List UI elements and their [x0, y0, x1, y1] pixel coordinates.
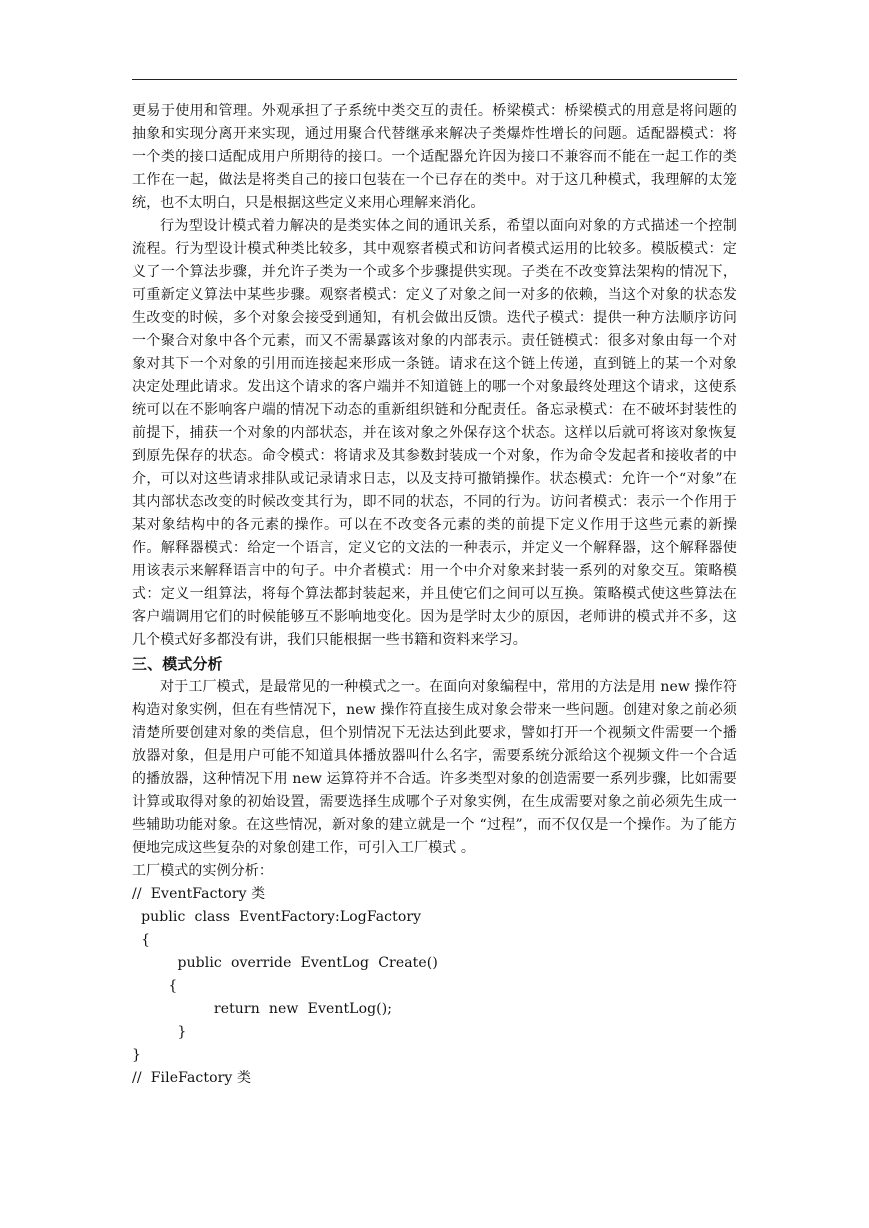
- code-block: [132, 883, 737, 1090]
- section-heading: 三、模式分析: [132, 655, 223, 673]
- code-line: public override EventLog Create(): [132, 955, 438, 971]
- code-line: }: [132, 1024, 187, 1040]
- code-line: }: [132, 1047, 142, 1063]
- header-rule: [132, 79, 737, 80]
- code-line: return new EventLog();: [132, 1001, 393, 1017]
- code-line: public class EventFactory:LogFactory: [132, 909, 422, 925]
- code-line: {: [132, 932, 151, 948]
- paragraph-behavioral-patterns: 行为型设计模式着力解决的是类实体之间的通讯关系，希望以面向对象的方式描述一个控制流程。行为型设计模式种类比较多，其中观察者模式和访问者模式运用的比较多。模版模式：定义了一个算法步骤，并允许子类为一个或多个步骤提供实现。子类在不改变算法架构的情况下，可重新定义算法中某些步骤。观察者模式：定义了对象之间一对多的依赖，当这个对象的状态发生改变的时候，多个对象会接受到通知，有机会做出反馈。迭代子模式：提供一种方法顺序访问一个聚合对象中各个元素，而又不需暴露该对象的内部表示。责任链模式：很多对象由每一个对象对其下一个对象的引用而连接起来形成一条链。请求在这个链上传递，直到链上的某一个对象决定处理此请求。发出这个请求的客户端并不知道链上的哪一个对象最终处理这个请求，这使系统可以在不影响客户端的情况下动态的重新组织链和分配责任。备忘录模式：在不破坏封装性的前提下，捕获一个对象的内部状态，并在该对象之外保存这个状态。这样以后就可将该对象恢复到原先保存的状态。命令模式：将请求及其参数封装成一个对象，作为命令发起者和接收者的中介，可以对这些请求排队或记录请求日志，以及支持可撤销操作。状态模式：允许一个“对象”在其内部状态改变的时候改变其行为，即不同的状态，不同的行为。访问者模式：表示一个作用于某对象结构中的各元素的操作。可以在不改变各元素的类的前提下定义作用于这些元素的新操作。解释器模式：给定一个语言，定义它的文法的一种表示，并定义一个解释器，这个解释器使用该表示来解释语言中的句子。中介者模式：用一个中介对象来封装一系列的对象交互。策略模式：定义一组算法，将每个算法都封装起来，并且使它们之间可以互换。策略模式使这些算法在客户端调用它们的时候能够互不影响地变化。因为是学时太少的原因，老师讲的模式并不多，这几个模式好多都没有讲，我们只能根据一些书籍和资料来学习。: [132, 218, 737, 648]
- code-line: // EventFactory 类: [132, 886, 266, 902]
- paragraph-structural-patterns: 更易于使用和管理。外观承担了子系统中类交互的责任。桥梁模式：桥梁模式的用意是将问题的抽象和实现分离开来实现，通过用聚合代替继承来解决子类爆炸性增长的问题。适配器模式：将一个类的接口适配成用户所期待的接口。一个适配器允许因为接口不兼容而不能在一起工作的类工作在一起，做法是将类自己的接口包装在一个已存在的类中。对于这几种模式，我理解的太笼统，也不太明白，只是根据这些定义来用心理解来消化。: [132, 103, 737, 211]
- paragraph-factory-example: 工厂模式的实例分析：: [132, 863, 273, 879]
- code-line: {: [132, 978, 178, 994]
- code-line: // FileFactory 类: [132, 1070, 252, 1086]
- paragraph-factory-pattern: 对于工厂模式，是最常见的一种模式之一。在面向对象编程中，常用的方法是用 new 操作符构造对象实例，但在有些情况下，new 操作符直接生成对象会带来一些问题。创建对象之前必须清楚所要创建对象的类信息，但个别情况下无法达到此要求，譬如打开一个视频文件需要一个播放器对象，但是用户可能不知道具体播放器叫什么名字，需要系统分派给这个视频文件一个合适的播放器，这种情况下用 new 运算符并不合适。许多类型对象的创造需要一系列步骤，比如需要计算或取得对象的初始设置，需要选择生成哪个子对象实例，在生成需要对象之前必须先生成一些辅助功能对象。在这些情况，新对象的建立就是一个 “过程”，而不仅仅是一个操作。为了能方便地完成这些复杂的对象创建工作，可引入工厂模式 。: [132, 679, 737, 856]
- document-body: [132, 100, 737, 1090]
